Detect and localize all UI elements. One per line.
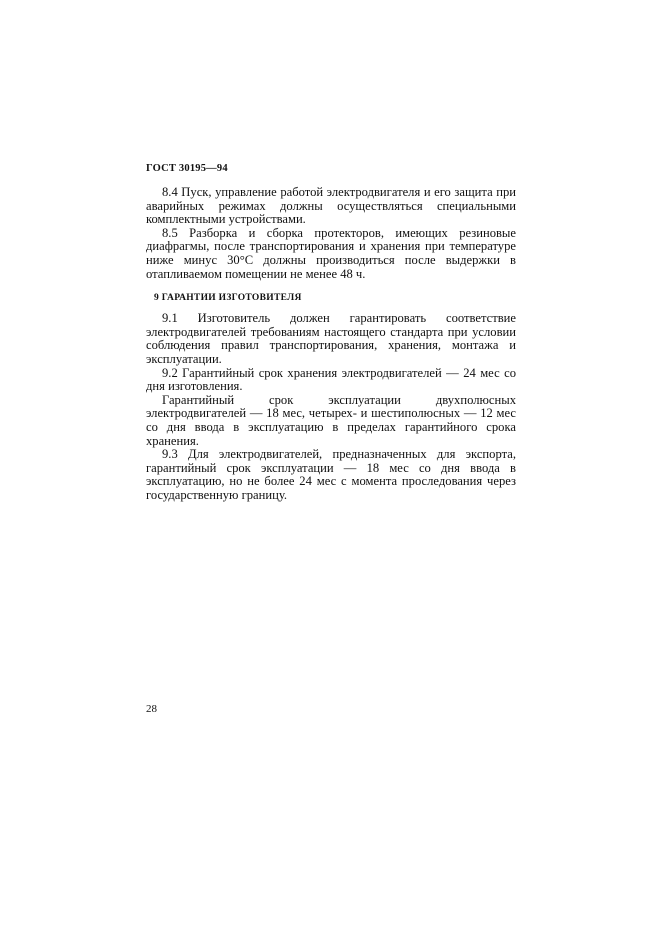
paragraph-8-4: 8.4 Пуск, управление работой электродвигателя и его защита при аварийных режимах должны осуществляться специальными комплектными устройствами. — [146, 185, 516, 227]
document-code-header: ГОСТ 30195—94 — [146, 163, 228, 174]
page-number: 28 — [146, 703, 157, 715]
paragraph-8-5: 8.5 Разборка и сборка протекторов, имеющих резиновые диафрагмы, после транспортирования и хранения при температуре ниже минус 30°С должны производиться после выдержки в отапливаемом помещении не менее 48 ч. — [146, 225, 516, 281]
paragraph-9-2: 9.2 Гарантийный срок хранения электродвигателей — 24 мес со дня изготовления. — [146, 365, 516, 394]
paragraph-9-1: 9.1 Изготовитель должен гарантировать соответствие электродвигателей требованиям настоящего стандарта при условии соблюдения правил транспортирования, хранения, монтажа и эксплуатации. — [146, 311, 516, 366]
paragraph-9-3: 9.3 Для электродвигателей, предназначенных для экспорта, гарантийный срок эксплуатации — 18 мес со дня ввода в эксплуатацию, но не более 24 мес с момента проследования через государственную границу. — [146, 447, 516, 502]
document-body — [146, 186, 516, 502]
paragraph-9-2-continued: Гарантийный срок эксплуатации двухполюсных электродвигателей — 18 мес, четырех- и шестиполюсных — 12 мес со дня ввода в эксплуатацию в пределах гарантийного срока хранения. — [146, 392, 516, 448]
section-9-heading: 9 ГАРАНТИИ ИЗГОТОВИТЕЛЯ — [154, 293, 302, 304]
